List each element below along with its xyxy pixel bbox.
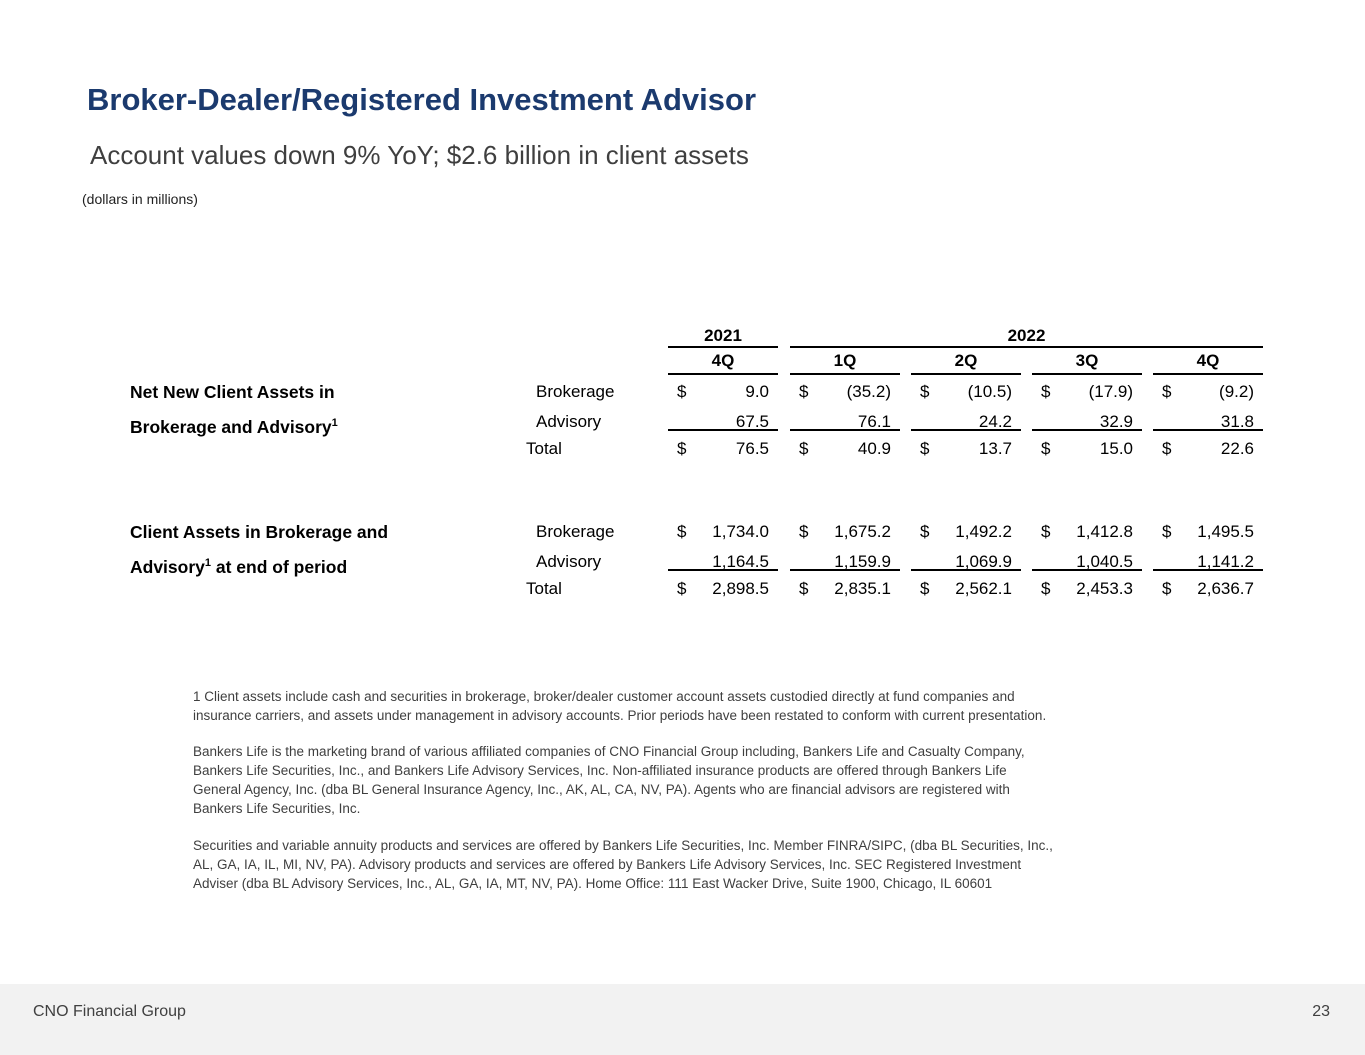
- currency-symbol: $: [1162, 439, 1172, 458]
- table-cell: [668, 577, 778, 600]
- year-header-2022: 2022: [790, 325, 1263, 348]
- currency-symbol: $: [1162, 579, 1172, 598]
- footnote-ref: 1: [204, 556, 212, 569]
- table-cell: [668, 550, 778, 571]
- footnote-line: 1 Client assets include cash and securities in brokerage, broker/dealer customer account assets custodied directly at fund companies and: [193, 689, 1015, 704]
- currency-symbol: $: [677, 579, 687, 598]
- currency-symbol: $: [920, 382, 930, 401]
- row-label: Brokerage: [536, 522, 615, 541]
- table-cell: [1032, 520, 1142, 543]
- cell-value: (10.5): [967, 382, 1012, 401]
- table-cell: [1153, 550, 1263, 571]
- table-cell: [790, 577, 900, 600]
- table-row-brokerage: [526, 520, 1263, 543]
- label-line: Advisory$^1$ at end of period: [130, 556, 348, 577]
- footnote-line: AL, GA, IA, IL, MI, NV, PA). Advisory products and services are offered by Bankers Life Advisory Services, Inc. SEC Registered Investment: [193, 857, 1022, 872]
- table-cell: [668, 380, 778, 403]
- quarter-header: 4Q: [1153, 351, 1263, 375]
- cell-value: 32.9: [1099, 412, 1133, 431]
- cell-value: 1,734.0: [712, 522, 769, 541]
- cell-value: 2,835.1: [834, 579, 891, 598]
- footnote-line: Bankers Life Securities, Inc.: [193, 801, 361, 816]
- currency-symbol: $: [677, 522, 687, 541]
- table-row-total: [526, 577, 1263, 600]
- currency-symbol: $: [799, 439, 809, 458]
- table-cell: [911, 520, 1021, 543]
- cell-value: (17.9): [1088, 382, 1133, 401]
- cell-value: 1,141.2: [1197, 552, 1254, 571]
- table-cell: [1032, 410, 1142, 431]
- footnote-line: Bankers Life is the marketing brand of various affiliated companies of CNO Financial Group including, Bankers Life and Casualty Company,: [193, 744, 1025, 759]
- slide-subtitle: Account values down 9% YoY; $2.6 billion in client assets: [90, 140, 749, 170]
- cell-value: 13.7: [978, 439, 1012, 458]
- footnote-paragraph: [193, 742, 1193, 818]
- cell-value: (35.2): [846, 382, 891, 401]
- cell-value: 2,453.3: [1076, 579, 1133, 598]
- cell-value: 1,040.5: [1076, 552, 1133, 571]
- table-cell: [1032, 550, 1142, 571]
- footnote-line: Securities and variable annuity products and services are offered by Bankers Life Securities, Inc. Member FINRA/SIPC, (dba BL Securities, Inc.,: [193, 838, 1053, 853]
- footnote-line: Adviser (dba BL Advisory Services, Inc., AL, GA, IA, MT, NV, PA). Home Office: 111 East Wacker Drive, Suite 1900, Chicago, IL 60601: [193, 876, 993, 891]
- footnote-ref: 1: [331, 416, 338, 429]
- currency-symbol: $: [1162, 522, 1172, 541]
- table-cell: [668, 437, 778, 460]
- cell-value: 1,159.9: [834, 552, 891, 571]
- quarter-header: 4Q: [668, 351, 778, 375]
- row-label: Total: [526, 579, 562, 598]
- table-cell: [911, 410, 1021, 431]
- cell-value: 1,492.2: [955, 522, 1012, 541]
- row-label: Advisory: [536, 412, 602, 431]
- table-cell: [1153, 437, 1263, 460]
- table-quarter-header-row: [668, 351, 1263, 375]
- row-label: Total: [526, 439, 562, 458]
- footer-company-name: CNO Financial Group: [33, 1002, 186, 1020]
- currency-symbol: $: [920, 439, 930, 458]
- cell-value: 40.9: [857, 439, 891, 458]
- cell-value: 1,412.8: [1076, 522, 1133, 541]
- table-cell: [790, 437, 900, 460]
- currency-symbol: $: [920, 579, 930, 598]
- table-cell: [911, 550, 1021, 571]
- row-group-label-client-assets: [130, 517, 530, 582]
- table-cell: [668, 520, 778, 543]
- cell-value: 1,069.9: [955, 552, 1012, 571]
- footnote-line: General Agency, Inc. (dba BL General Insurance Agency, Inc., AK, AL, CA, NV, PA). Agents who are financial advisors are registered with: [193, 782, 1010, 797]
- table-cell: [911, 380, 1021, 403]
- table-cell: [668, 410, 778, 431]
- table-cell: [911, 437, 1021, 460]
- cell-value: 1,675.2: [834, 522, 891, 541]
- table-cell: [790, 380, 900, 403]
- cell-value: 22.6: [1220, 439, 1254, 458]
- quarter-header: 2Q: [911, 351, 1021, 375]
- cell-value: 1,164.5: [712, 552, 769, 571]
- table-cell: [1032, 380, 1142, 403]
- table-cell: [790, 520, 900, 543]
- label-line: Brokerage and Advisory$^1$: [130, 416, 338, 437]
- footnotes-block: [193, 687, 1193, 893]
- units-note: (dollars in millions): [82, 191, 198, 207]
- currency-symbol: $: [920, 522, 930, 541]
- table-row-brokerage: [526, 380, 1263, 403]
- cell-value: 67.5: [735, 412, 769, 431]
- table-cell: [1032, 577, 1142, 600]
- table-row-advisory: [526, 550, 1263, 573]
- footnote-paragraph: [193, 687, 1193, 725]
- table-cell: [1153, 520, 1263, 543]
- currency-symbol: $: [799, 579, 809, 598]
- footnote-paragraph: [193, 836, 1193, 893]
- currency-symbol: $: [1041, 382, 1051, 401]
- cell-value: 76.5: [735, 439, 769, 458]
- quarter-header: 1Q: [790, 351, 900, 375]
- cell-value: 1,495.5: [1197, 522, 1254, 541]
- table-cell: [911, 577, 1021, 600]
- table-year-header-row: [668, 325, 1263, 348]
- table-cell: [1153, 410, 1263, 431]
- currency-symbol: $: [799, 522, 809, 541]
- row-label: Advisory: [536, 552, 602, 571]
- cell-value: 9.0: [745, 382, 769, 401]
- cell-value: 31.8: [1220, 412, 1254, 431]
- cell-value: 15.0: [1099, 439, 1133, 458]
- footnote-line: insurance carriers, and assets under management in advisory accounts. Prior periods have been restated to conform with current presentation.: [193, 708, 1047, 723]
- cell-value: 24.2: [978, 412, 1012, 431]
- table-cell: [790, 550, 900, 571]
- slide-footer: [0, 984, 1365, 1055]
- currency-symbol: $: [1041, 522, 1051, 541]
- currency-symbol: $: [677, 439, 687, 458]
- table-cell: [1153, 380, 1263, 403]
- table-row-advisory: [526, 410, 1263, 433]
- cell-value: 2,562.1: [955, 579, 1012, 598]
- currency-symbol: $: [1041, 439, 1051, 458]
- cell-value: 2,636.7: [1197, 579, 1254, 598]
- currency-symbol: $: [677, 382, 687, 401]
- cell-value: 76.1: [857, 412, 891, 431]
- currency-symbol: $: [1162, 382, 1172, 401]
- footnote-line: Bankers Life Securities, Inc., and Bankers Life Advisory Services, Inc. Non-affiliated insurance products are offered through Bankers Life: [193, 763, 1007, 778]
- year-header-2021: 2021: [668, 325, 778, 348]
- row-label: Brokerage: [536, 382, 615, 401]
- table-cell: [790, 410, 900, 431]
- footer-page-number: 23: [1312, 1002, 1330, 1020]
- page-title: Broker-Dealer/Registered Investment Advisor: [87, 82, 757, 117]
- currency-symbol: $: [1041, 579, 1051, 598]
- currency-symbol: $: [799, 382, 809, 401]
- cell-value: 2,898.5: [712, 579, 769, 598]
- row-group-label-net-new-client-assets: [130, 377, 530, 442]
- table-cell: [1153, 577, 1263, 600]
- label-line: Net New Client Assets in: [130, 382, 335, 402]
- table-cell: [1032, 437, 1142, 460]
- quarter-header: 3Q: [1032, 351, 1142, 375]
- cell-value: (9.2): [1219, 382, 1254, 401]
- table-row-total: [526, 437, 1263, 460]
- label-line: Client Assets in Brokerage and: [130, 522, 389, 542]
